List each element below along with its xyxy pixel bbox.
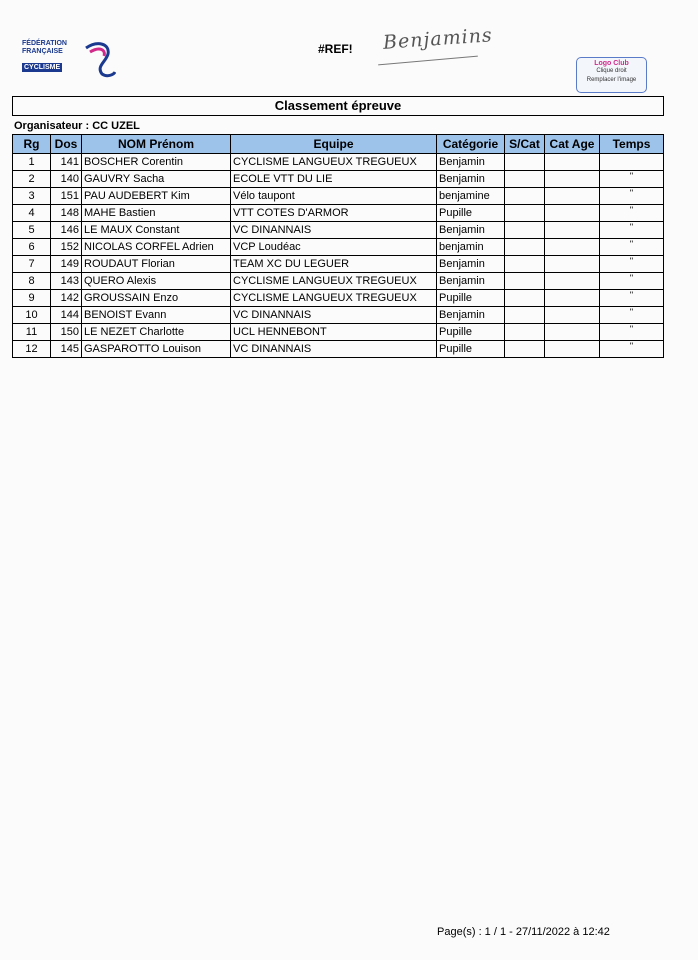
col-header-team: Equipe xyxy=(231,135,437,154)
cell-subcategory xyxy=(505,171,545,188)
cell-category: Benjamin xyxy=(437,171,505,188)
cell-bib: 141 xyxy=(51,154,82,171)
cell-bib: 146 xyxy=(51,222,82,239)
cell-age-category xyxy=(545,205,600,222)
cell-rank: 8 xyxy=(13,273,51,290)
table-row xyxy=(13,171,664,188)
cell-category: benjamin xyxy=(437,239,505,256)
ref-error-text: #REF! xyxy=(318,42,353,56)
cell-subcategory xyxy=(505,307,545,324)
cell-category: Pupille xyxy=(437,324,505,341)
cell-category: benjamine xyxy=(437,188,505,205)
cell-age-category xyxy=(545,290,600,307)
cell-time: " xyxy=(600,324,664,341)
cell-bib: 142 xyxy=(51,290,82,307)
cell-name: PAU AUDEBERT Kim xyxy=(82,188,231,205)
col-header-subcategory: S/Cat xyxy=(505,135,545,154)
col-header-category: Catégorie xyxy=(437,135,505,154)
cell-team: UCL HENNEBONT xyxy=(231,324,437,341)
cell-name: QUERO Alexis xyxy=(82,273,231,290)
cell-rank: 11 xyxy=(13,324,51,341)
cell-category: Benjamin xyxy=(437,222,505,239)
cell-team: VC DINANNAIS xyxy=(231,222,437,239)
cell-subcategory xyxy=(505,273,545,290)
cell-team: CYCLISME LANGUEUX TREGUEUX xyxy=(231,290,437,307)
cell-time xyxy=(600,154,664,171)
cell-team: CYCLISME LANGUEUX TREGUEUX xyxy=(231,154,437,171)
cell-time: " xyxy=(600,222,664,239)
table-row xyxy=(13,188,664,205)
ffc-logo xyxy=(22,40,117,80)
col-header-name: NOM Prénom xyxy=(82,135,231,154)
club-logo-hint2: Remplacer l'image xyxy=(586,77,637,83)
table-row xyxy=(13,273,664,290)
cell-category: Benjamin xyxy=(437,307,505,324)
cyclist-swoosh-icon xyxy=(84,40,116,78)
cell-name: ROUDAUT Florian xyxy=(82,256,231,273)
cell-time: " xyxy=(600,307,664,324)
cell-subcategory xyxy=(505,205,545,222)
cell-rank: 4 xyxy=(13,205,51,222)
club-logo-title: Logo Club xyxy=(594,60,629,67)
table-row xyxy=(13,290,664,307)
cell-bib: 148 xyxy=(51,205,82,222)
cell-team: VCP Loudéac xyxy=(231,239,437,256)
cell-age-category xyxy=(545,324,600,341)
cell-time: " xyxy=(600,205,664,222)
col-header-age-category: Cat Age xyxy=(545,135,600,154)
cell-age-category xyxy=(545,222,600,239)
cell-rank: 9 xyxy=(13,290,51,307)
cell-team: VC DINANNAIS xyxy=(231,307,437,324)
cell-rank: 10 xyxy=(13,307,51,324)
cell-bib: 144 xyxy=(51,307,82,324)
organizer-label: Organisateur : CC UZEL xyxy=(14,120,140,132)
cell-time: " xyxy=(600,273,664,290)
cell-category: Pupille xyxy=(437,205,505,222)
cell-bib: 149 xyxy=(51,256,82,273)
table-row xyxy=(13,307,664,324)
cell-category: Benjamin xyxy=(437,256,505,273)
cell-bib: 145 xyxy=(51,341,82,358)
cell-bib: 151 xyxy=(51,188,82,205)
cell-subcategory xyxy=(505,256,545,273)
logo-text-line2: FRANÇAISE xyxy=(22,48,63,55)
cell-name: LE NEZET Charlotte xyxy=(82,324,231,341)
cell-time: " xyxy=(600,239,664,256)
cell-time: " xyxy=(600,290,664,307)
cell-bib: 150 xyxy=(51,324,82,341)
cell-name: GROUSSAIN Enzo xyxy=(82,290,231,307)
cell-age-category xyxy=(545,307,600,324)
page-footer: Page(s) : 1 / 1 - 27/11/2022 à 12:42 xyxy=(437,926,610,938)
cell-name: MAHE Bastien xyxy=(82,205,231,222)
table-row xyxy=(13,239,664,256)
cell-rank: 7 xyxy=(13,256,51,273)
cell-category: Benjamin xyxy=(437,154,505,171)
logo-text-line1: FÉDÉRATION xyxy=(22,40,67,47)
col-header-bib: Dos xyxy=(51,135,82,154)
cell-name: BENOIST Evann xyxy=(82,307,231,324)
club-logo-hint1: Clique droit xyxy=(596,68,627,74)
cell-team: TEAM XC DU LEGUER xyxy=(231,256,437,273)
cell-age-category xyxy=(545,154,600,171)
cell-bib: 140 xyxy=(51,171,82,188)
cell-subcategory xyxy=(505,154,545,171)
table-row xyxy=(13,256,664,273)
page-title: Classement épreuve xyxy=(12,96,664,116)
table-header-row xyxy=(13,135,664,154)
cell-subcategory xyxy=(505,324,545,341)
results-table xyxy=(12,134,664,358)
cell-rank: 12 xyxy=(13,341,51,358)
cell-bib: 143 xyxy=(51,273,82,290)
cell-rank: 3 xyxy=(13,188,51,205)
cell-team: CYCLISME LANGUEUX TREGUEUX xyxy=(231,273,437,290)
cell-rank: 1 xyxy=(13,154,51,171)
logo-text-line3: CYCLISME xyxy=(24,64,61,71)
handwritten-annotation: Benjamins xyxy=(382,24,494,54)
cell-team: ECOLE VTT DU LIE xyxy=(231,171,437,188)
cell-name: NICOLAS CORFEL Adrien xyxy=(82,239,231,256)
cell-age-category xyxy=(545,341,600,358)
cell-subcategory xyxy=(505,239,545,256)
table-row xyxy=(13,205,664,222)
col-header-rank: Rg xyxy=(13,135,51,154)
cell-rank: 5 xyxy=(13,222,51,239)
cell-bib: 152 xyxy=(51,239,82,256)
cell-name: GAUVRY Sacha xyxy=(82,171,231,188)
cell-subcategory xyxy=(505,188,545,205)
cell-age-category xyxy=(545,188,600,205)
cell-subcategory xyxy=(505,222,545,239)
cell-time: " xyxy=(600,341,664,358)
table-row xyxy=(13,154,664,171)
cell-time: " xyxy=(600,171,664,188)
cell-name: BOSCHER Corentin xyxy=(82,154,231,171)
table-row xyxy=(13,324,664,341)
cell-time: " xyxy=(600,188,664,205)
col-header-time: Temps xyxy=(600,135,664,154)
cell-team: VTT COTES D'ARMOR xyxy=(231,205,437,222)
cell-age-category xyxy=(545,256,600,273)
club-logo-placeholder xyxy=(576,57,647,93)
cell-team: VC DINANNAIS xyxy=(231,341,437,358)
cell-subcategory xyxy=(505,290,545,307)
cell-age-category xyxy=(545,273,600,290)
cell-rank: 2 xyxy=(13,171,51,188)
handwritten-underline xyxy=(378,56,478,66)
table-row xyxy=(13,341,664,358)
cell-team: Vélo taupont xyxy=(231,188,437,205)
cell-category: Benjamin xyxy=(437,273,505,290)
cell-age-category xyxy=(545,171,600,188)
cell-rank: 6 xyxy=(13,239,51,256)
cell-subcategory xyxy=(505,341,545,358)
cell-name: LE MAUX Constant xyxy=(82,222,231,239)
cell-category: Pupille xyxy=(437,341,505,358)
cell-age-category xyxy=(545,239,600,256)
cell-name: GASPAROTTO Louison xyxy=(82,341,231,358)
cell-category: Pupille xyxy=(437,290,505,307)
table-row xyxy=(13,222,664,239)
cell-time: " xyxy=(600,256,664,273)
